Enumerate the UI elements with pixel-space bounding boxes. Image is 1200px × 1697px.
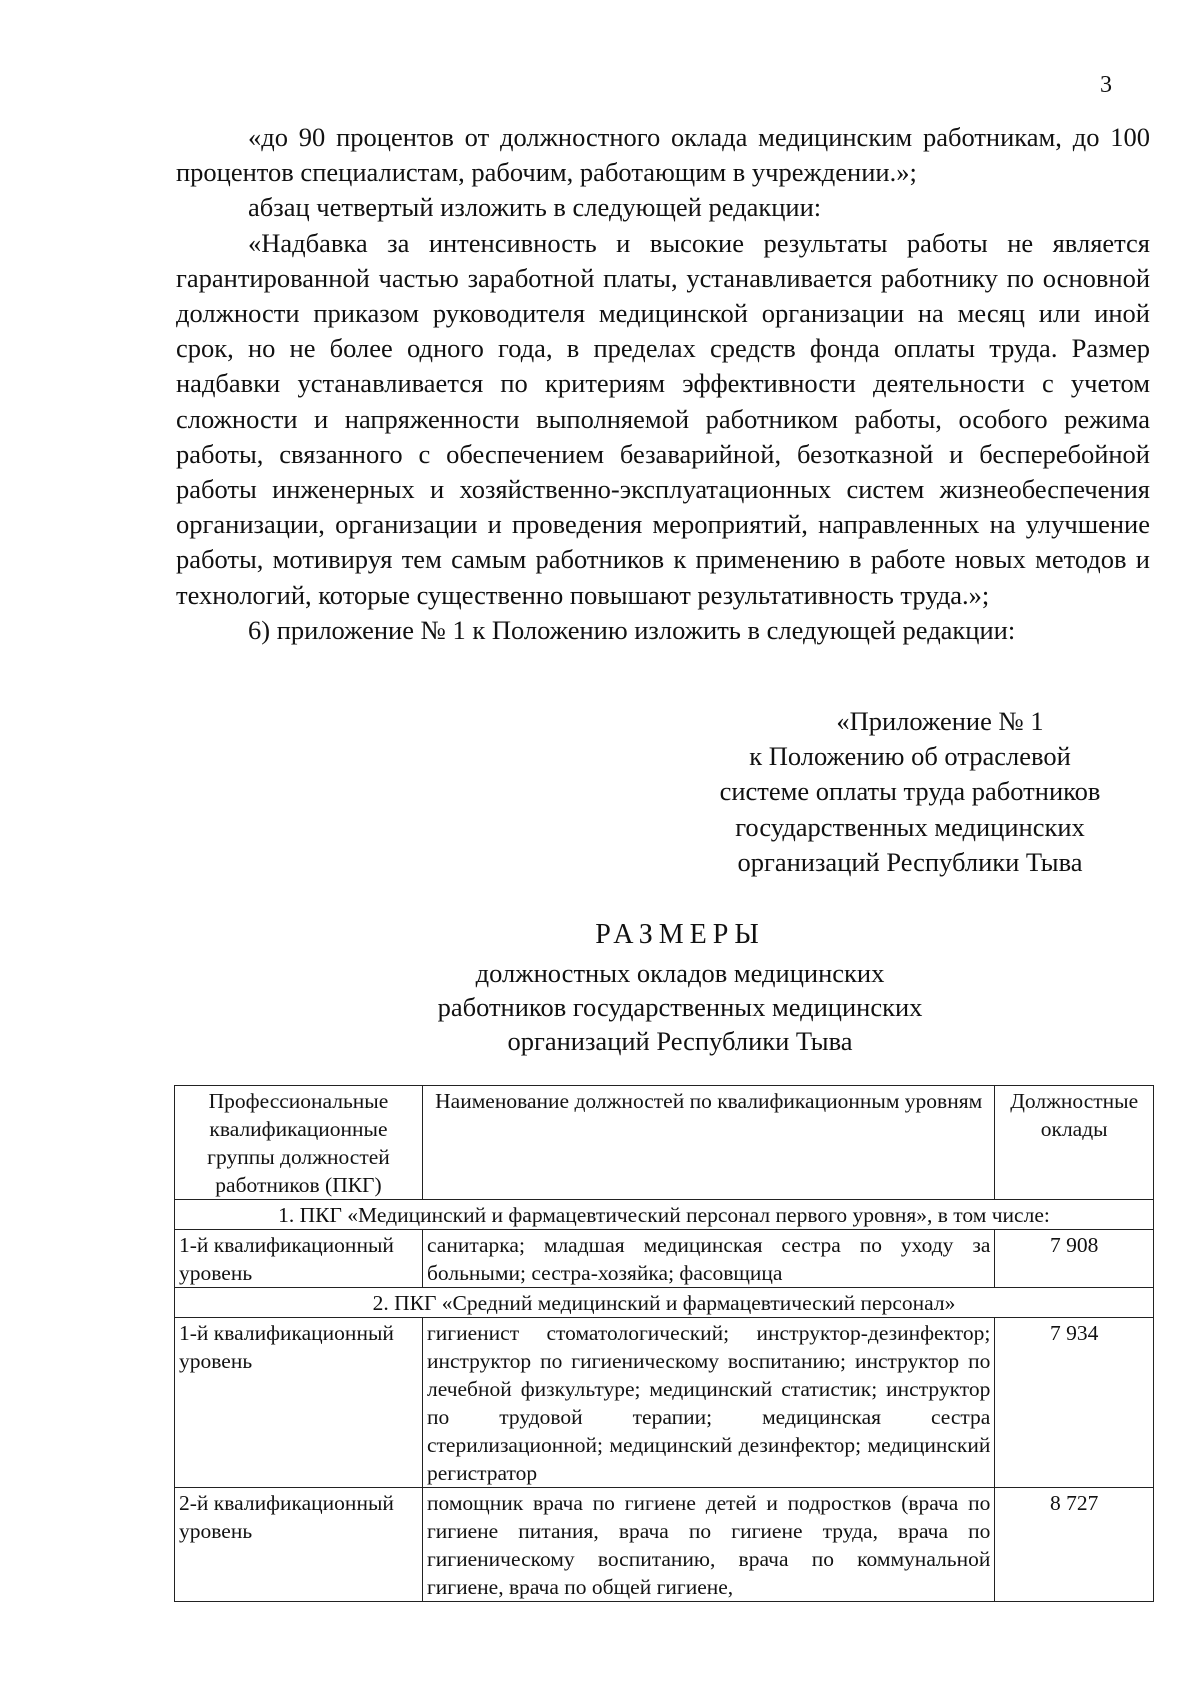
heading-line-2: работников государственных медицинских <box>437 992 923 1022</box>
document-heading <box>350 918 1010 1058</box>
positions-cell: помощник врача по гигиене детей и подростков (врача по гигиене питания, врача по гигиене труда, врача по гигиеническому воспитанию, врача по коммунальной гигиене, врача по общей гигиене, <box>422 1488 994 1602</box>
appendix-line-1: «Приложение № 1 <box>836 706 1044 736</box>
section-1-title: 1. ПКГ «Медицинский и фармацевтический персонал первого уровня», в том числе: <box>175 1200 1154 1230</box>
table-row <box>175 1318 1154 1488</box>
header-positions: Наименование должностей по квалификационным уровням <box>422 1086 994 1200</box>
body-text <box>176 120 1150 648</box>
salary-table <box>174 1085 1154 1602</box>
section-row <box>175 1200 1154 1230</box>
section-row <box>175 1288 1154 1318</box>
appendix-header <box>700 704 1120 880</box>
paragraph-4: 6) приложение № 1 к Положению изложить в следующей редакции: <box>248 614 1016 645</box>
salary-cell: 7 908 <box>995 1230 1154 1288</box>
level-cell: 2-й квалификационный уровень <box>175 1488 423 1602</box>
paragraph-3: «Надбавка за интенсивность и высокие результаты работы не является гарантированной частью заработной платы, устанавливается работнику по основной должности приказом руководителя медицинской организации на месяц или иной срок, но не более одного года, в пределах средств фонда оплаты труда. Размер надбавки устанавливается по критериям эффективности деятельности с учетом сложности и напряженности выполняемой работником работы, особого режима работы, связанного с обеспечением безаварийной, безотказной и бесперебойной работы инженерных и хозяйственно-эксплуатационных систем жизнеобеспечения организации, организации и проведения мероприятий, направленных на улучшение работы, мотивируя тем самым работников к применению в работе новых методов и технологий, которые существенно повышают результативность труда.»; <box>176 227 1150 610</box>
heading-line-1: должностных окладов медицинских <box>475 958 885 988</box>
appendix-line-4: государственных медицинских <box>735 811 1085 842</box>
salary-cell: 7 934 <box>995 1318 1154 1488</box>
appendix-line-2: к Положению об отраслевой <box>749 741 1071 772</box>
level-cell: 1-й квалификационный уровень <box>175 1318 423 1488</box>
section-2-title: 2. ПКГ «Средний медицинский и фармацевтический персонал» <box>175 1288 1154 1318</box>
table-row <box>175 1230 1154 1288</box>
page-number: 3 <box>1100 72 1112 98</box>
salary-cell: 8 727 <box>995 1488 1154 1602</box>
appendix-line-3: системе оплаты труда работников <box>719 776 1101 807</box>
paragraph-1: «до 90 процентов от должностного оклада медицинским работникам, до 100 процентов специалистам, рабочим, работающим в учреждении.»; <box>176 122 1150 188</box>
table-row <box>175 1488 1154 1602</box>
level-cell: 1-й квалификационный уровень <box>175 1230 423 1288</box>
paragraph-2: абзац четвертый изложить в следующей редакции: <box>248 192 822 223</box>
appendix-line-5: организаций Республики Тыва <box>737 846 1083 877</box>
heading-title: РАЗМЕРЫ <box>595 919 765 950</box>
positions-cell: гигиенист стоматологический; инструктор-дезинфектор; инструктор по гигиеническому воспитанию; инструктор по лечебной физкультуре; медицинский статистик; инструктор по трудовой терапии; медицинская сестра стерилизационной; медицинский дезинфектор; медицинский регистратор <box>422 1318 994 1488</box>
header-salary: Должностные оклады <box>995 1086 1154 1200</box>
header-group: Профессиональные квалификационные группы должностей работников (ПКГ) <box>175 1086 423 1200</box>
table-header-row <box>175 1086 1154 1200</box>
positions-cell: санитарка; младшая медицинская сестра по уходу за больными; сестра-хозяйка; фасовщица <box>422 1230 994 1288</box>
heading-line-3: организаций Республики Тыва <box>507 1026 853 1056</box>
